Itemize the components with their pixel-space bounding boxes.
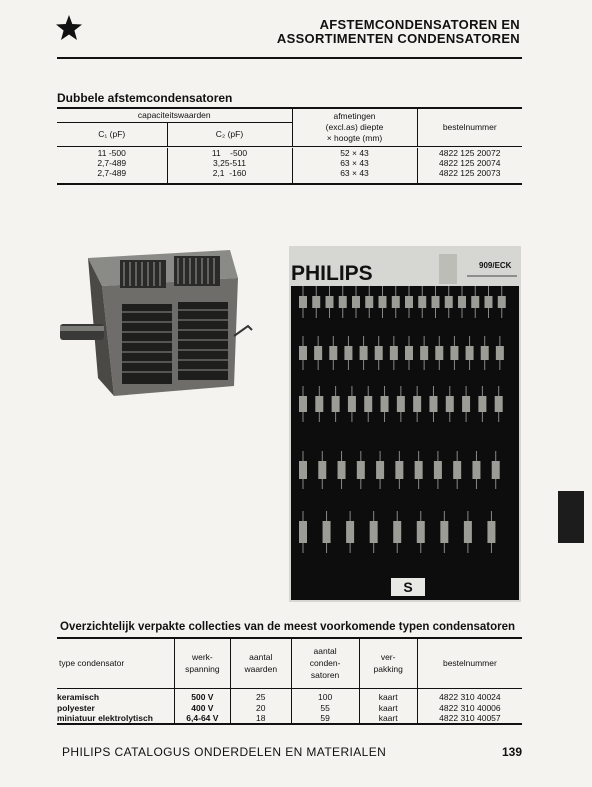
capacitor-body [370,521,378,543]
header-capacity-values: capaciteitswaarden [57,108,292,122]
capacitor-body [329,346,337,360]
capacitor-body [453,461,461,479]
capacitor-body [446,396,454,412]
cell-c2: 3,25-511 [167,158,292,168]
header-c1: C₁ (pF) [57,122,167,146]
page-title [277,18,520,46]
header-rule [57,57,522,59]
capacitor-body [417,521,425,543]
capacitor-body [395,461,403,479]
capacitor-body [418,296,426,308]
capacitor-body [376,461,384,479]
cell-order-number: 4822 310 40057 [417,713,522,724]
cell-dimensions: 52 × 43 [292,148,417,158]
capacitor-body [429,396,437,412]
capacitor-body [464,521,472,543]
cell-dimensions: 63 × 43 [292,168,417,178]
table-row [57,158,522,168]
header-capacitors: aantal conden- satoren [291,638,359,688]
capacitor-body [299,296,307,308]
cell-c1: 2,7-489 [57,168,167,178]
header-voltage: werk- spanning [174,638,230,688]
capacitor-body [338,461,346,479]
capacitor-body [485,296,493,308]
section2-title: Overzichtelijk verpakte collecties van de meest voorkomende typen condensatoren [60,621,516,633]
cell-c2: 11 -500 [167,148,292,158]
assortment-table [57,637,522,725]
cell-capacitors: 100 [291,691,359,702]
capacitor-body [462,396,470,412]
section1-title: Dubbele afstemcondensatoren [57,91,233,105]
header-order-number: bestelnummer [417,108,522,146]
table-row [57,691,522,702]
cell-voltage: 500 V [174,691,230,702]
cell-capacitors: 59 [291,713,359,724]
header-packaging: ver- pakking [359,638,417,688]
card-code: 909/ECK [479,261,512,270]
cell-packaging: kaart [359,713,417,724]
catalog-footer: PHILIPS CATALOGUS ONDERDELEN EN MATERIALEN [62,745,387,759]
capacitor-body [375,346,383,360]
capacitor-body [392,296,400,308]
capacitor-body [323,521,331,543]
table-row [57,148,522,158]
capacitor-body [434,461,442,479]
cell-voltage: 400 V [174,702,230,713]
capacitor-body [420,346,428,360]
capacitor-body [432,296,440,308]
header-dimensions: afmetingen (excl.as) diepte × hoogte (mm) [292,108,417,146]
capacitor-body [487,521,495,543]
tuning-capacitor-table [57,107,522,185]
capacitor-body [492,461,500,479]
table-row [57,168,522,178]
capacitor-body [415,461,423,479]
tuning-capacitor-photo [58,246,258,401]
capacitor-body [357,461,365,479]
capacitor-body [471,296,479,308]
cell-type: polyester [57,702,174,713]
capacitor-body [450,346,458,360]
cell-order-number: 4822 125 20072 [439,148,501,158]
cell-voltage: 6,4-64 V [174,713,230,724]
title-line-2: ASSORTIMENTEN CONDENSATOREN [276,31,520,46]
capacitor-body [346,521,354,543]
capacitor-body [390,346,398,360]
page-number: 139 [501,745,522,759]
capacitor-body [481,346,489,360]
capacitor-body [326,296,334,308]
capacitor-body [360,346,368,360]
capacitor-body [495,396,503,412]
capacitor-body [472,461,480,479]
cell-order-number: 4822 125 20073 [439,168,501,178]
title-line-1: AFSTEMCONDENSATOREN EN [319,17,520,32]
cell-order-number: 4822 125 20074 [439,158,501,168]
header-order-number: bestelnummer [417,638,522,688]
capacitor-body [458,296,466,308]
capacitor-body [498,296,506,308]
capacitor-body [348,396,356,412]
header-type: type condensator [57,638,174,688]
capacitor-body [413,396,421,412]
cell-order-number: 4822 310 40006 [439,702,501,713]
cell-packaging: kaart [359,691,417,702]
assortment-card-photo [289,246,521,602]
table-row [57,713,522,724]
header-values: aantal waarden [230,638,291,688]
capacitor-body [496,346,504,360]
capacitor-body [352,296,360,308]
section-tab-marker [558,491,584,543]
capacitor-body [299,346,307,360]
cell-values: 18 [230,713,291,724]
table-row [57,702,522,713]
capacitor-body [397,396,405,412]
cell-c1: 2,7-489 [57,158,167,168]
cell-type: miniatuur elektrolytisch [57,713,174,724]
capacitor-body [405,346,413,360]
capacitor-body [299,521,307,543]
capacitor-body [440,521,448,543]
capacitor-body [381,396,389,412]
capacitor-body [315,396,323,412]
card-brand: PHILIPS [291,262,373,285]
capacitor-body [318,461,326,479]
capacitor-body [364,396,372,412]
cell-c2: 2,1 -160 [167,168,292,178]
capacitor-body [332,396,340,412]
capacitor-body [299,396,307,412]
capacitor-body [466,346,474,360]
cell-packaging: kaart [359,702,417,713]
cell-dimensions: 63 × 43 [292,158,417,168]
capacitor-body [299,461,307,479]
star-icon [55,14,83,42]
card-badge: S [403,579,413,595]
cell-values: 20 [230,702,291,713]
cell-order-number: 4822 310 40024 [439,691,501,702]
header-c2: C₂ (pF) [167,122,292,146]
cell-values: 25 [230,691,291,702]
cell-type: keramisch [57,691,174,702]
capacitor-body [344,346,352,360]
capacitor-body [312,296,320,308]
capacitor-body [393,521,401,543]
capacitor-body [379,296,387,308]
capacitor-body [478,396,486,412]
cell-capacitors: 55 [291,702,359,713]
capacitor-body [435,346,443,360]
capacitor-body [365,296,373,308]
capacitor-body [405,296,413,308]
capacitor-body [339,296,347,308]
cell-c1: 11 -500 [57,148,167,158]
capacitor-body [314,346,322,360]
capacitor-body [445,296,453,308]
